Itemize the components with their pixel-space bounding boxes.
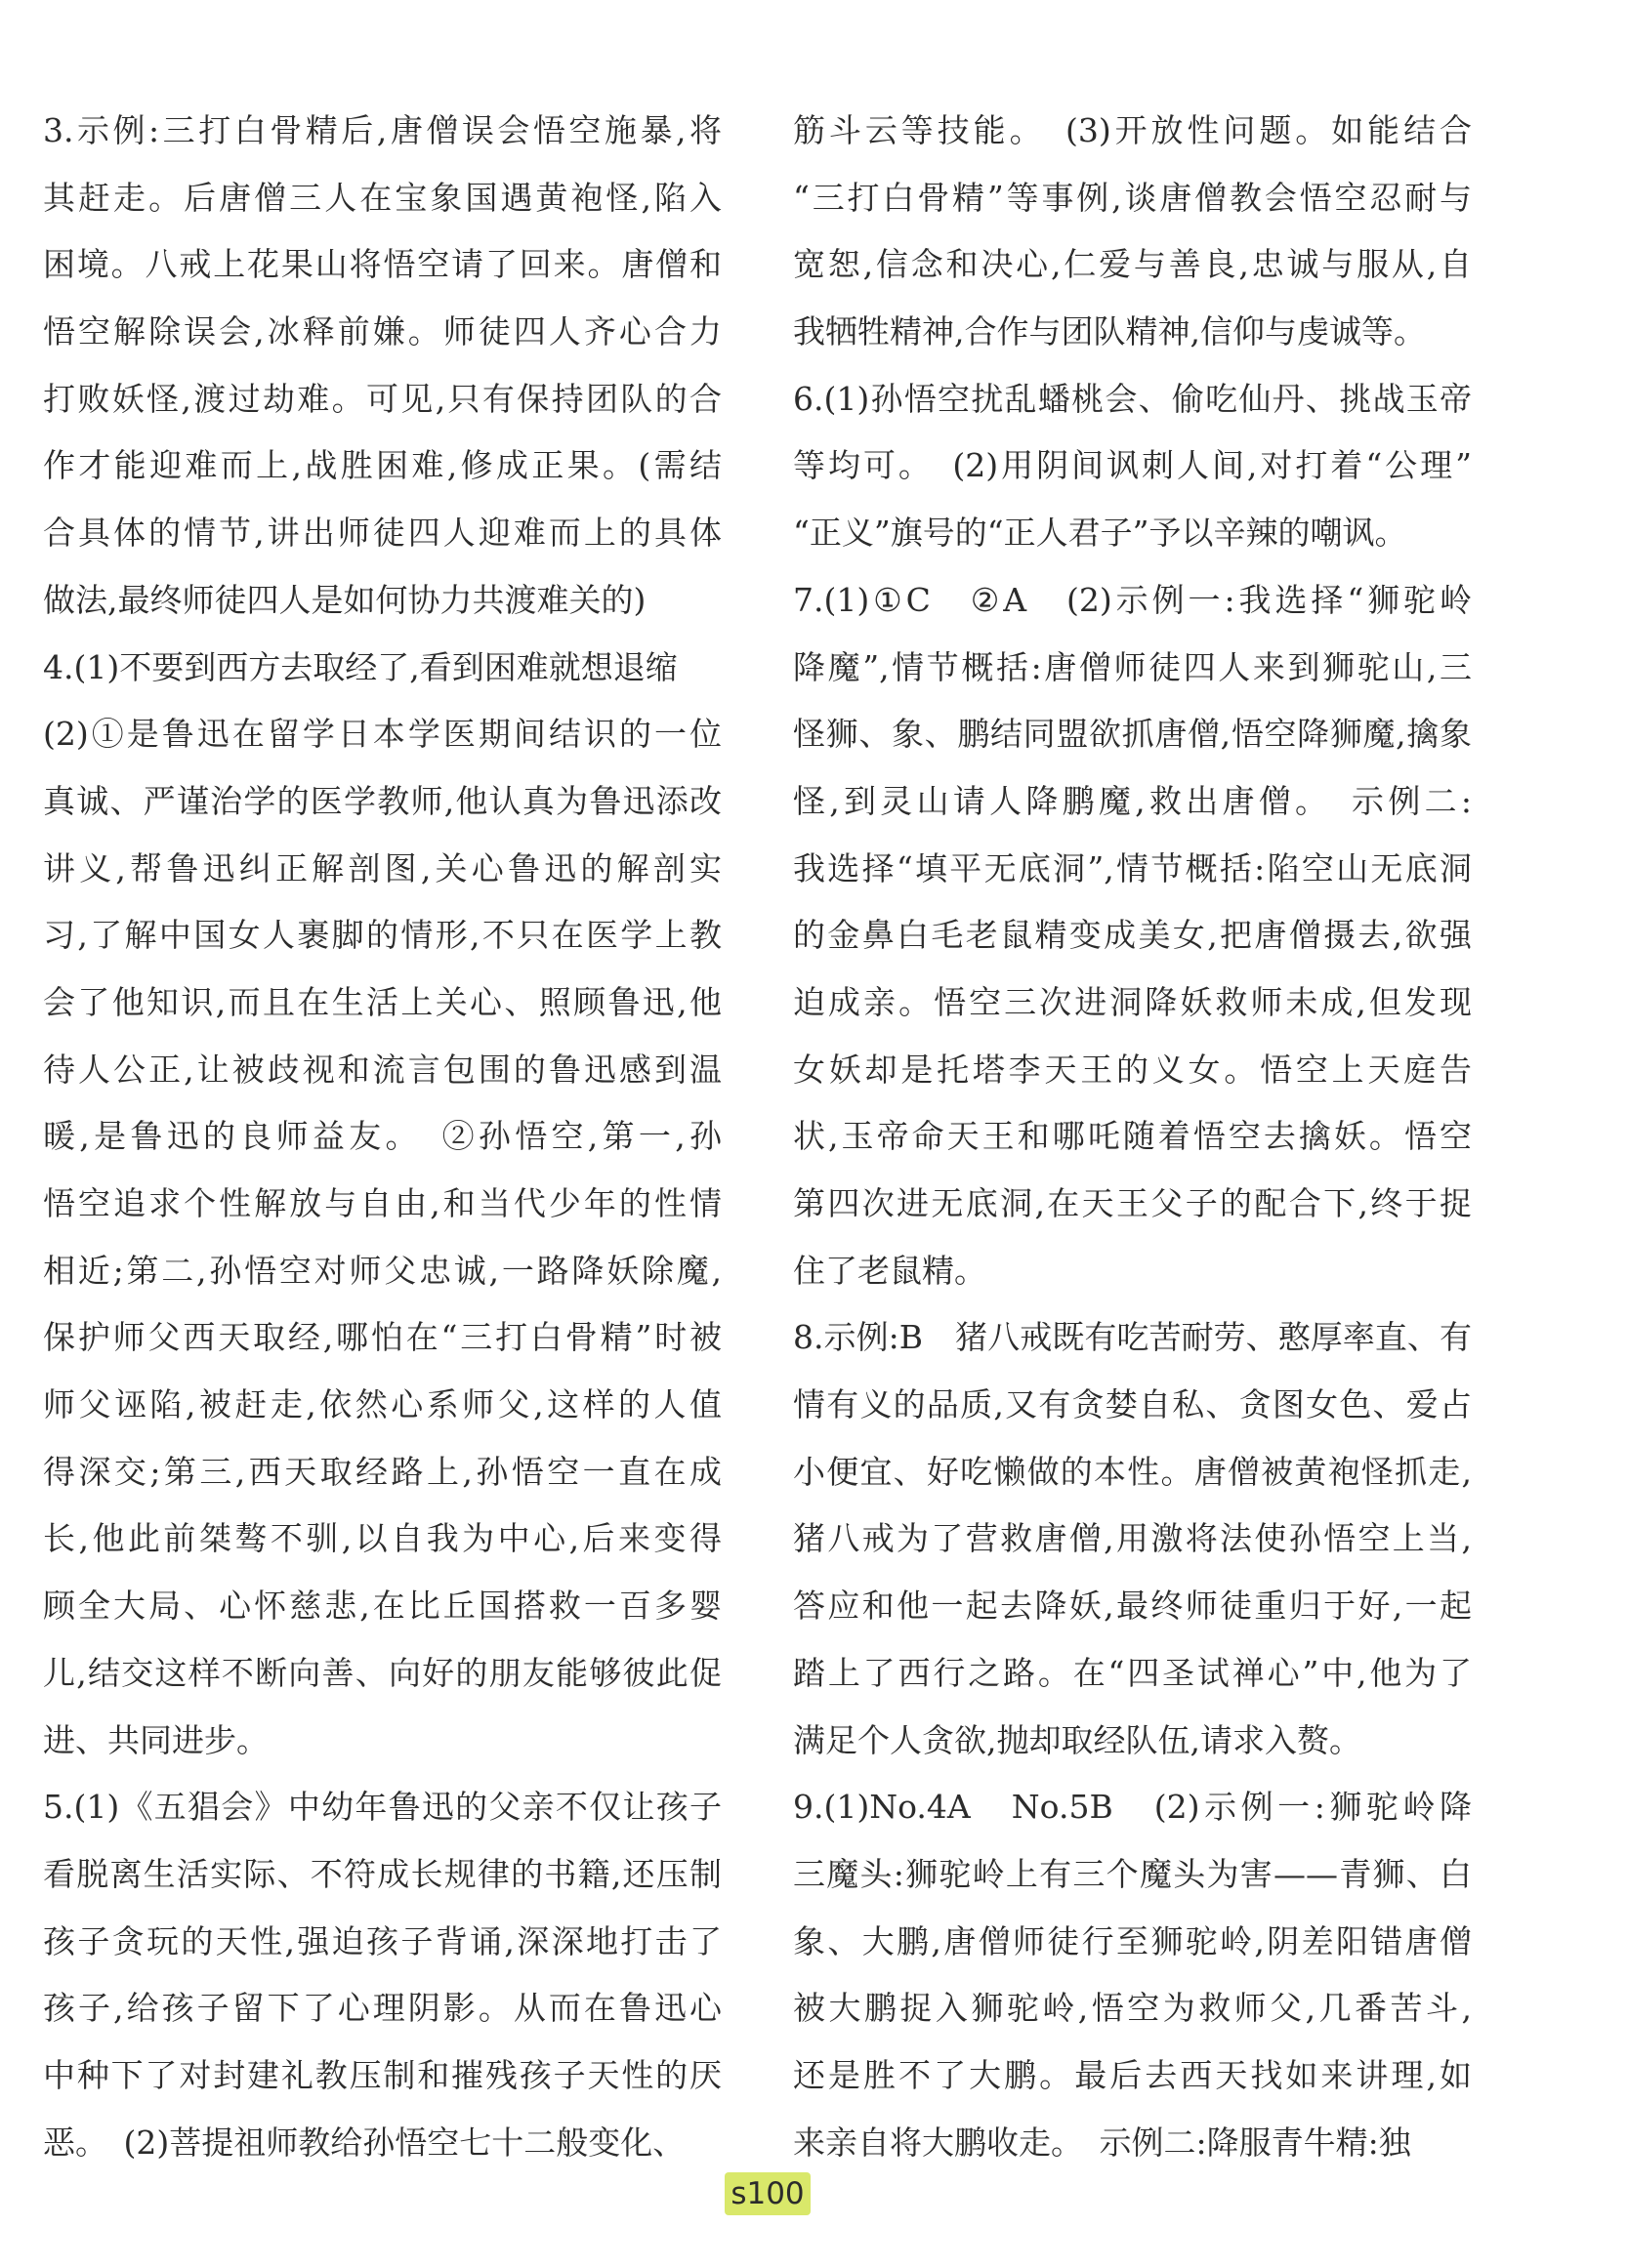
text-line: 待人公正,让被歧视和流言包围的鲁迅感到温 [43,1050,722,1089]
text-line: 讲义,帮鲁迅纠正解剖图,关心鲁迅的解剖实 [43,848,722,887]
text-line: 6.(1)孙悟空扰乱蟠桃会、偷吃仙丹、挑战玉帝 [793,379,1472,418]
text-line: “正义”旗号的“正人君子”予以辛辣的嘲讽。 [793,514,1407,553]
text-line: 宽恕,信念和决心,仁爱与善良,忠诚与服从,自 [793,245,1472,284]
text-line: 第四次进无底洞,在天王父子的配合下,终于捉 [793,1184,1472,1222]
text-line: 真诚、严谨治学的医学教师,他认真为鲁迅添改 [43,781,722,820]
text-line: 中种下了对封建礼教压制和摧残孩子天性的厌 [43,2055,722,2094]
text-line: 顾全大局、心怀慈悲,在比丘国搭救一百多婴 [43,1587,722,1626]
text-line: 困境。八戒上花果山将悟空请了回来。唐僧和 [43,245,722,284]
text-line: 师父诬陷,被赶走,依然心系师父,这样的人值 [43,1385,722,1424]
text-line: 小便宜、好吃懒做的本性。唐僧被黄袍怪抓走, [793,1452,1472,1491]
text-line: 9.(1)No.4A No.5B (2)示例一:狮驼岭降 [793,1788,1472,1827]
text-line: 三魔头:狮驼岭上有三个魔头为害——青狮、白 [793,1854,1472,1893]
text-line: 进、共同进步。 [43,1720,269,1759]
text-line: 8.示例:B 猪八戒既有吃苦耐劳、憨厚率直、有 [793,1318,1472,1357]
text-line: 孩子贪玩的天性,强迫孩子背诵,深深地打击了 [43,1921,722,1960]
left-text-column [43,98,722,2176]
text-line: 象、大鹏,唐僧师徒行至狮驼岭,阴差阳错唐僧 [793,1921,1472,1960]
text-line: 其赶走。后唐僧三人在宝象国遇黄袍怪,陷入 [43,178,722,217]
right-text-column [793,98,1472,2176]
text-line: 作才能迎难而上,战胜困难,修成正果。(需结 [43,446,722,485]
text-line: 3.示例:三打白骨精后,唐僧误会悟空施暴,将 [43,111,722,149]
text-line: 4.(1)不要到西方去取经了,看到困难就想退缩 [43,647,678,686]
text-line: 恶。 (2)菩提祖师教给孙悟空七十二般变化、 [43,2123,686,2162]
text-line: 7.(1)①C ②A (2)示例一:我选择“狮驼岭 [793,580,1472,619]
text-line: 得深交;第三,西天取经路上,孙悟空一直在成 [43,1452,722,1491]
text-line: 住了老鼠精。 [793,1251,986,1290]
text-line: 我牺牲精神,合作与团队精神,信仰与虔诚等。 [793,312,1426,351]
text-line: 还是胜不了大鹏。最后去西天找如来讲理,如 [793,2055,1472,2094]
page-number: s100 [725,2172,811,2215]
text-line: 保护师父西天取经,哪怕在“三打白骨精”时被 [43,1318,722,1357]
text-line: 情有义的品质,又有贪婪自私、贪图女色、爱占 [793,1385,1472,1424]
text-line: 合具体的情节,讲出师徒四人迎难而上的具体 [43,514,722,553]
text-line: 来亲自将大鹏收走。 示例二:降服青牛精:独 [793,2123,1411,2162]
text-line: “三打白骨精”等事例,谈唐僧教会悟空忍耐与 [793,178,1472,217]
text-line: 打败妖怪,渡过劫难。可见,只有保持团队的合 [43,379,722,418]
text-line: 被大鹏捉入狮驼岭,悟空为救师父,几番苦斗, [793,1989,1472,2028]
text-line: 我选择“填平无底洞”,情节概括:陷空山无底洞 [793,848,1472,887]
text-line: 相近;第二,孙悟空对师父忠诚,一路降妖除魔, [43,1251,722,1290]
text-line: 筋斗云等技能。 (3)开放性问题。如能结合 [793,111,1472,149]
text-line: 怪狮、象、鹏结同盟欲抓唐僧,悟空降狮魔,擒象 [793,715,1472,754]
text-line: 孩子,给孩子留下了心理阴影。从而在鲁迅心 [43,1989,722,2028]
text-line: 等均可。 (2)用阴间讽刺人间,对打着“公理” [793,446,1472,485]
text-line: 女妖却是托塔李天王的义女。悟空上天庭告 [793,1050,1472,1089]
text-line: (2)①是鲁迅在留学日本学医期间结识的一位 [43,715,722,754]
text-line: 习,了解中国女人裹脚的情形,不只在医学上教 [43,916,722,955]
text-line: 怪,到灵山请人降鹏魔,救出唐僧。 示例二: [793,781,1472,820]
text-line: 答应和他一起去降妖,最终师徒重归于好,一起 [793,1587,1472,1626]
text-line: 满足个人贪欲,抛却取经队伍,请求入赘。 [793,1720,1361,1759]
text-line: 看脱离生活实际、不符成长规律的书籍,还压制 [43,1854,722,1893]
text-line: 做法,最终师徒四人是如何协力共渡难关的) [43,580,647,619]
text-line: 降魔”,情节概括:唐僧师徒四人来到狮驼山,三 [793,647,1472,686]
text-line: 暖,是鲁迅的良师益友。 ②孙悟空,第一,孙 [43,1117,722,1156]
text-line: 状,玉帝命天王和哪吒随着悟空去擒妖。悟空 [793,1117,1472,1156]
text-line: 悟空解除误会,冰释前嫌。师徒四人齐心合力 [43,312,722,351]
text-line: 会了他知识,而且在生活上关心、照顾鲁迅,他 [43,982,722,1021]
text-line: 的金鼻白毛老鼠精变成美女,把唐僧摄去,欲强 [793,916,1472,955]
text-line: 5.(1)《五猖会》中幼年鲁迅的父亲不仅让孩子 [43,1788,722,1827]
text-line: 悟空追求个性解放与自由,和当代少年的性情 [43,1184,722,1222]
text-line: 迫成亲。悟空三次进洞降妖救师未成,但发现 [793,982,1472,1021]
text-line: 猪八戒为了营救唐僧,用激将法使孙悟空上当, [793,1519,1472,1558]
text-line: 踏上了西行之路。在“四圣试禅心”中,他为了 [793,1653,1472,1692]
text-line: 儿,结交这样不断向善、向好的朋友能够彼此促 [43,1653,722,1692]
text-line: 长,他此前桀骜不驯,以自我为中心,后来变得 [43,1519,722,1558]
